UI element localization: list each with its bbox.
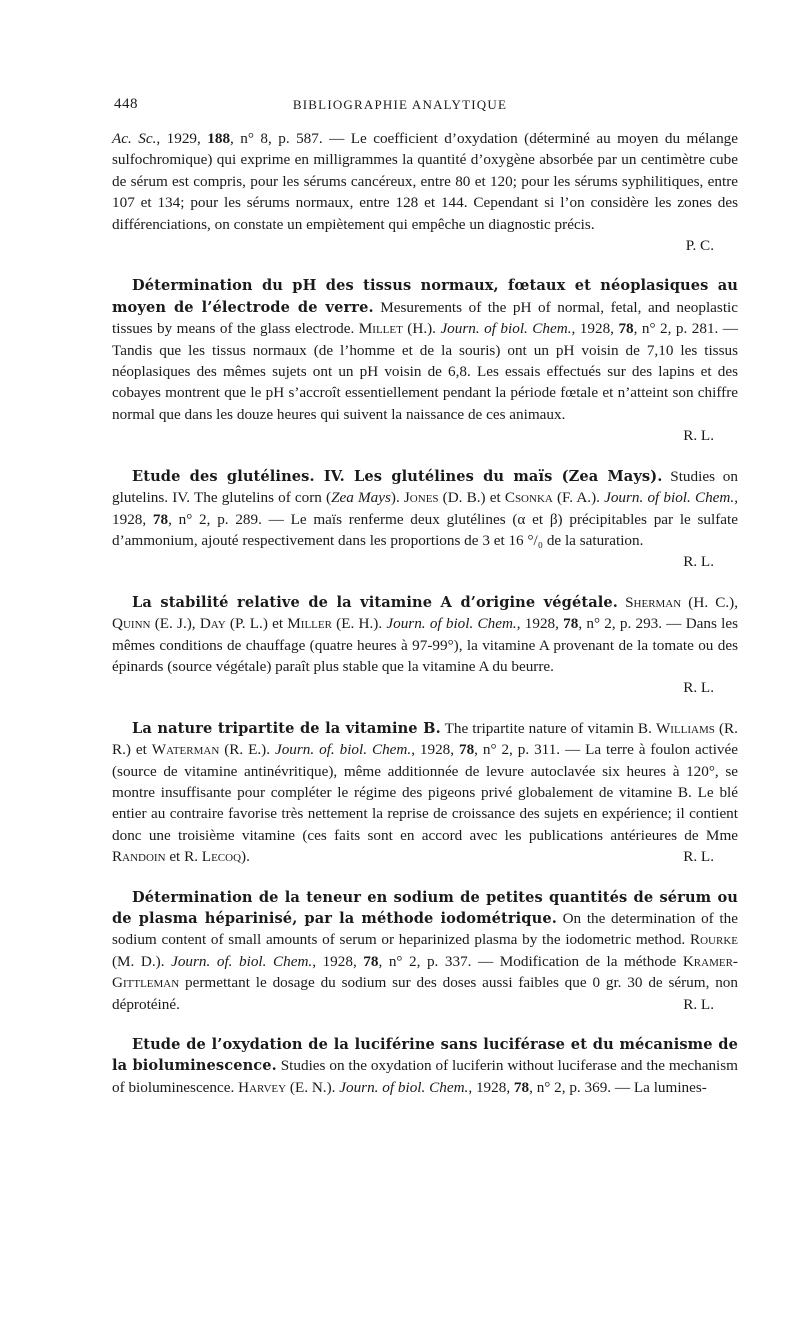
entry-paragraph: Détermination du pH des tissus normaux, fœtaux et néoplasiques au moyen de l’électrode de verre. Mesurements of the pH of normal, fetal, and neoplastic tissues by means of the glass electrode. Millet (H.). Journ. of biol. Chem., 1928, 78, n° 2, p. 281. — Tandis que les tissus normaux (de l’homme et de la souris) ont un pH voisin de 7,10 les tissus néoplasiques des mêmes sujets ont un pH voisin de 6,8. Les essais effectués sur des lapins et des cobayes montrent que le pH s’accroît essentiellement pendant la période fœtale et n’atteint son chiffre normal que dans les douze heures qui suivent la naissance de ces animaux.	[112, 277, 738, 423]
entry-title: Détermination du pH des tissus normaux, fœtaux et néoplasiques au moyen de l’électrode de verre.	[112, 277, 738, 316]
journal-name: Journ. of. biol. Chem.	[171, 952, 313, 970]
journal-name: Ac. Sc.	[112, 130, 157, 147]
journal-name: Journ. of. biol. Chem.	[274, 741, 412, 759]
bibliography-entry	[112, 466, 738, 573]
entry-paragraph: Détermination de la teneur en sodium de petites quantités de sérum ou de plasma héparinisé, par la méthode iodométrique. On the determination of the sodium content of small amounts of serum or heparinized plasma by the iodometric method. Rourke (M. D.). Journ. of. biol. Chem., 1928, 78, n° 2, p. 337. — Modification de la méthode Kramer-Gittleman permettant le dosage du sodium sur des doses aussi faibles que 0 gr. 30 de sérum, non déprotéiné. R. L.	[112, 887, 738, 1015]
abstract-text: Le maïs renferme deux glutélines (α et β) précipitables par le sulfate d’ammonium, ajouté respectivement dans les proportions de 3 et 16 °/₀ de la saturation.	[112, 510, 739, 549]
journal-name: Journ. of biol. Chem.	[386, 615, 517, 633]
english-title: The tripartite nature of vitamin B.	[440, 719, 656, 737]
author-name: Millet	[358, 320, 403, 338]
entry-paragraph: Ac. Sc., 1929, 188, n° 8, p. 587. — Le coefficient d’oxydation (déterminé au moyen du mélange sulfochromique) qui exprime en milligrammes la quantité d’oxygène absorbée par un centimètre cube de sérum est compris, pour les sérums cancéreux, entre 80 et 120; pour les sérums syphilitiques, entre 107 et 134; pour les sérums normaux, entre 128 et 144. Cependant si l’on considère les zones des différenciations, on constate un empiètement qui empêche un diagnostic précis.	[112, 130, 738, 233]
volume-number: 78	[618, 320, 634, 338]
volume-number: 78	[458, 741, 475, 759]
abstract-text: Dans les mêmes conditions de chauffage (quatre heures à 97-99°), la vitamine A provenant de la tomate ou des épinards (source végétale) paraît plus stable que la vitamine A du beurre.	[112, 615, 738, 675]
abstract-text: Tandis que les tissus normaux (de l’homme et de la souris) ont un pH voisin de 7,10 les tissus néoplasiques des mêmes sujets ont un pH voisin de 6,8. Les essais effectués sur des lapins et des cobayes montrent que le pH s’accroît essentiellement pendant la période fœtale et n’atteint son chiffre normal que dans les douze heures qui suivent la naissance de ces animaux.	[112, 341, 738, 423]
bibliography-entry	[112, 718, 738, 868]
english-title: On the determination of the sodium content of small amounts of serum or heparinized plasma by the iodometric method.	[112, 910, 738, 949]
reviewer-signature: R. L.	[683, 679, 714, 697]
entry-paragraph: Etude des glutélines. IV. Les glutélines du maïs (Zea Mays). Studies on glutelins. IV. The glutelins of corn (Zea Mays). Jones (D. B.) et Csonka (F. A.). Journ. of biol. Chem., 1928, 78, n° 2, p. 289. — Le maïs renferme deux glutélines (α et β) précipitables par le sulfate d’ammonium, ajouté respectivement dans les proportions de 3 et 16 °/₀ de la saturation.	[112, 467, 739, 549]
journal-name: Journ. of biol. Chem.	[339, 1078, 469, 1096]
entry-title: Etude de l’oxydation de la luciférine sans luciférase et du mécanisme de la bioluminescence.	[112, 1036, 738, 1075]
author-name: Lecoq	[201, 848, 242, 866]
entry-title: La stabilité relative de la vitamine A d’origine végétale.	[132, 593, 618, 611]
volume-number: 78	[513, 1078, 530, 1096]
reviewer-signature: R. L.	[683, 553, 714, 571]
entry-paragraph: La nature tripartite de la vitamine B. The tripartite nature of vitamin B. Williams (R. R.) et Waterman (R. E.). Journ. of. biol. Chem., 1928, 78, n° 2, p. 311. — La terre à foulon activée (source de vitamine antinévritique), même additionnée de levure autoclavée six heures à 120°, se montre insuffisante pour compléter le régime des pigeons privé globalement de vitamine B. Le blé entier au contraire favorise très nettement la reprise de croissance des sujets en expérience; il contient donc une troisième vitamine (ces faits sont en accord avec les publications antérieures de Mme Randoin et R. Lecoq). R. L.	[112, 718, 738, 868]
author-name: Miller	[287, 615, 332, 633]
author-name: Jones	[403, 489, 439, 507]
entry-paragraph: Etude de l’oxydation de la luciférine sans luciférase et du mécanisme de la bioluminescence. Studies on the oxydation of luciferin without luciferase and the mechanism of bioluminescence. Harvey (E. N.). Journ. of biol. Chem., 1928, 78, n° 2, p. 369. — La lumines-	[112, 1036, 738, 1096]
volume-number: 78	[152, 510, 169, 528]
author-name: Day	[199, 615, 226, 633]
page-header	[0, 96, 800, 120]
volume-number: 188	[207, 130, 231, 147]
entry-title: Détermination de la teneur en sodium de petites quantités de sérum ou de plasma héparinisé, par la méthode iodométrique.	[112, 888, 738, 927]
journal-name: Journ. of biol. Chem.	[440, 320, 572, 338]
reviewer-signature: R. L.	[683, 995, 714, 1013]
bibliography-entry	[112, 592, 738, 699]
volume-number: 78	[563, 615, 579, 633]
page-body	[112, 128, 738, 1117]
entry-paragraph: La stabilité relative de la vitamine A d’origine végétale. Sherman (H. C.), Quinn (E. J.), Day (P. L.) et Miller (E. H.). Journ. of biol. Chem., 1928, 78, n° 2, p. 293. — Dans les mêmes conditions de chauffage (quatre heures à 97-99°), la vitamine A provenant de la tomate ou des épinards (source végétale) paraît plus stable que la vitamine A du beurre.	[112, 593, 738, 675]
entry-title: Etude des glutélines. IV. Les glutélines du maïs (Zea Mays).	[132, 467, 663, 485]
journal-name: Journ. of biol. Chem.	[604, 489, 735, 507]
english-title: Studies on the oxydation of luciferin without luciferase and the mechanism of bioluminescence.	[112, 1057, 738, 1096]
author-name: Sherman	[625, 593, 682, 611]
bibliography-entry	[112, 1034, 738, 1098]
bibliography-entry	[112, 275, 738, 446]
reviewer-signature: R. L.	[683, 427, 714, 445]
author-name: Kramer-Gittleman	[112, 952, 738, 992]
author-name: Quinn	[112, 615, 151, 633]
running-title: BIBLIOGRAPHIE ANALYTIQUE	[292, 97, 508, 112]
english-title: Mesurements of the pH of normal, fetal, and neoplastic tissues by means of the glass electrode.	[112, 298, 738, 338]
abstract-text: Le coefficient d’oxydation (déterminé au moyen du mélange sulfochromique) qui exprime en milligrammes la quantité d’oxygène absorbée par un centimètre cube de sérum est compris, pour les sérums cancéreux, entre 80 et 120; pour les sérums syphilitiques, entre 107 et 134; pour les sérums normaux, entre 128 et 144. Cependant si l’on considère les zones des différenciations, on constate un empiètement qui empêche un diagnostic précis.	[112, 130, 738, 233]
reviewer-signature: P. C.	[685, 237, 714, 255]
author-name: Waterman	[151, 741, 220, 759]
author-name: Csonka	[504, 489, 553, 507]
bibliography-entry	[112, 128, 738, 256]
reviewer-signature: R. L.	[683, 848, 714, 866]
abstract-text: Modification de la méthode	[499, 952, 683, 970]
bibliography-entry	[112, 887, 738, 1015]
author-name: Rourke	[689, 931, 738, 949]
volume-number: 78	[363, 952, 379, 970]
author-name: Harvey	[238, 1078, 287, 1096]
author-name: Williams	[655, 719, 715, 737]
entry-title: La nature tripartite de la vitamine B.	[132, 719, 441, 737]
page-number: 448	[114, 96, 138, 112]
abstract-text: La lumines-	[633, 1078, 707, 1096]
author-name: Randoin	[112, 848, 166, 866]
abstract-text: La terre à foulon activée (source de vitamine antinévritique), même additionnée de levure autoclavée six heures à 120°, se montre insuffisante pour compléter le régime des pigeons privé globalement de vitamine B. Le blé entier au contraire favorise très nettement la reprise de croissance des sujets en expérience; il contient donc une troisième vitamine (ces faits sont en accord avec les publications antérieures de Mme	[112, 741, 738, 844]
